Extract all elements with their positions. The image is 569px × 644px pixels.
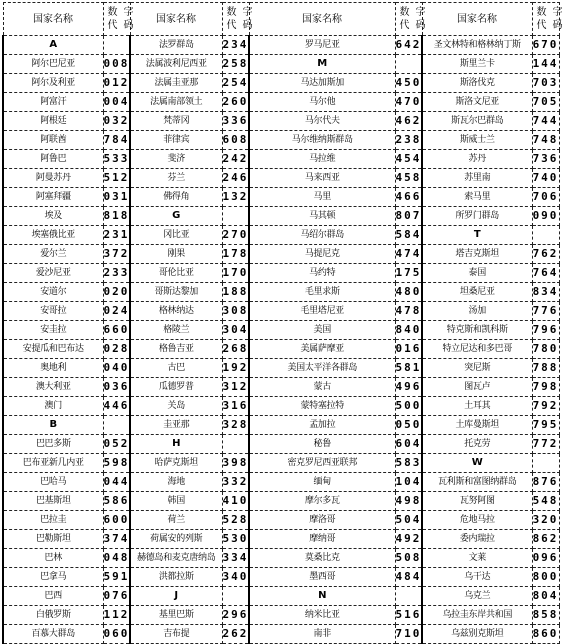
table-row bbox=[3, 150, 559, 169]
country-name: 突尼斯 bbox=[422, 359, 532, 378]
country-code: 040 bbox=[103, 359, 130, 378]
country-name: 泰国 bbox=[422, 264, 532, 283]
country-name: 摩洛哥 bbox=[249, 511, 395, 530]
country-name: 爱沙尼亚 bbox=[3, 264, 103, 283]
country-name: 韩国 bbox=[130, 492, 222, 511]
country-name: 洪都拉斯 bbox=[130, 568, 222, 587]
header-numeric-code: 数字 代码 bbox=[222, 3, 249, 36]
country-name: 土库曼斯坦 bbox=[422, 416, 532, 435]
country-name: 阿塞拜疆 bbox=[3, 188, 103, 207]
country-name: 安提瓜和巴布达 bbox=[3, 340, 103, 359]
country-name: 斐济 bbox=[130, 150, 222, 169]
country-code: 804 bbox=[532, 587, 559, 606]
country-name: 缅甸 bbox=[249, 473, 395, 492]
country-code: 308 bbox=[222, 302, 249, 321]
country-name: 密克罗尼西亚联邦 bbox=[249, 454, 395, 473]
country-code: 484 bbox=[395, 568, 422, 587]
country-code: 044 bbox=[103, 473, 130, 492]
country-name: 安道尔 bbox=[3, 283, 103, 302]
country-name: 毛里塔尼亚 bbox=[249, 302, 395, 321]
country-name: 安圭拉 bbox=[3, 321, 103, 340]
country-name: 圣文林特和格林纳丁斯 bbox=[422, 36, 532, 55]
country-name: 南非 bbox=[249, 625, 395, 644]
country-name: 阿根廷 bbox=[3, 112, 103, 131]
country-name: 孟加拉 bbox=[249, 416, 395, 435]
header-country-name: 国家名称 bbox=[249, 3, 395, 36]
country-code: 312 bbox=[222, 378, 249, 397]
country-name: 澳大利亚 bbox=[3, 378, 103, 397]
table-row bbox=[3, 302, 559, 321]
country-code: 076 bbox=[103, 587, 130, 606]
country-name: 斯威士兰 bbox=[422, 131, 532, 150]
country-code: 090 bbox=[532, 207, 559, 226]
country-name: 所罗门群岛 bbox=[422, 207, 532, 226]
country-name: 文莱 bbox=[422, 549, 532, 568]
country-code: 262 bbox=[222, 625, 249, 644]
country-name: 巴巴多斯 bbox=[3, 435, 103, 454]
country-name: 菲律宾 bbox=[130, 131, 222, 150]
country-name: 法属圭亚那 bbox=[130, 74, 222, 93]
country-code: 144 bbox=[532, 55, 559, 74]
country-name: 埃及 bbox=[3, 207, 103, 226]
country-code: 498 bbox=[395, 492, 422, 511]
country-code: 776 bbox=[532, 302, 559, 321]
country-name: 马其顿 bbox=[249, 207, 395, 226]
country-name: 马尔代夫 bbox=[249, 112, 395, 131]
country-name: 特立尼达和多巴哥 bbox=[422, 340, 532, 359]
table-row bbox=[3, 36, 559, 55]
country-name: 关岛 bbox=[130, 397, 222, 416]
table-row bbox=[3, 112, 559, 131]
country-code: 796 bbox=[532, 321, 559, 340]
country-name: 白俄罗斯 bbox=[3, 606, 103, 625]
country-code: 840 bbox=[395, 321, 422, 340]
country-name: 马尔维纳斯群岛 bbox=[249, 131, 395, 150]
table-row bbox=[3, 492, 559, 511]
country-code: 798 bbox=[532, 378, 559, 397]
country-name: 奥地利 bbox=[3, 359, 103, 378]
empty-code-cell bbox=[222, 207, 249, 226]
section-letter: M bbox=[249, 55, 395, 74]
country-code: 188 bbox=[222, 283, 249, 302]
empty-code-cell bbox=[532, 226, 559, 245]
country-code: 410 bbox=[222, 492, 249, 511]
country-name: 巴林 bbox=[3, 549, 103, 568]
country-code: 858 bbox=[532, 606, 559, 625]
country-name: 赫德岛和麦克唐纳岛 bbox=[130, 549, 222, 568]
empty-code-cell bbox=[532, 454, 559, 473]
country-code: 792 bbox=[532, 397, 559, 416]
country-name: 刚果 bbox=[130, 245, 222, 264]
country-code: 600 bbox=[103, 511, 130, 530]
country-code: 530 bbox=[222, 530, 249, 549]
country-code: 096 bbox=[532, 549, 559, 568]
header-country-name: 国家名称 bbox=[422, 3, 532, 36]
country-name: 托克劳 bbox=[422, 435, 532, 454]
country-code: 332 bbox=[222, 473, 249, 492]
country-name: 荷属安的列斯 bbox=[130, 530, 222, 549]
country-code: 254 bbox=[222, 74, 249, 93]
country-code: 660 bbox=[103, 321, 130, 340]
country-name: 爱尔兰 bbox=[3, 245, 103, 264]
country-name: 墨西哥 bbox=[249, 568, 395, 587]
country-code: 598 bbox=[103, 454, 130, 473]
country-code: 372 bbox=[103, 245, 130, 264]
country-name: 法罗群岛 bbox=[130, 36, 222, 55]
country-name: 马来西亚 bbox=[249, 169, 395, 188]
country-name: 马拉维 bbox=[249, 150, 395, 169]
country-code: 764 bbox=[532, 264, 559, 283]
country-name: 特克斯和凯科斯 bbox=[422, 321, 532, 340]
country-code: 132 bbox=[222, 188, 249, 207]
table-row bbox=[3, 283, 559, 302]
country-code: 583 bbox=[395, 454, 422, 473]
header-country-name: 国家名称 bbox=[3, 3, 103, 36]
section-letter: W bbox=[422, 454, 532, 473]
country-code: 496 bbox=[395, 378, 422, 397]
country-code: 398 bbox=[222, 454, 249, 473]
country-code: 474 bbox=[395, 245, 422, 264]
country-code: 780 bbox=[532, 340, 559, 359]
country-code: 374 bbox=[103, 530, 130, 549]
table-row bbox=[3, 606, 559, 625]
table-row bbox=[3, 340, 559, 359]
country-code: 528 bbox=[222, 511, 249, 530]
country-name: 瓦利斯和富图纳群岛 bbox=[422, 473, 532, 492]
section-letter: H bbox=[130, 435, 222, 454]
country-code: 446 bbox=[103, 397, 130, 416]
table-row bbox=[3, 188, 559, 207]
country-name: 哈萨克斯坦 bbox=[130, 454, 222, 473]
table-row bbox=[3, 207, 559, 226]
country-code: 112 bbox=[103, 606, 130, 625]
country-code: 608 bbox=[222, 131, 249, 150]
country-code: 036 bbox=[103, 378, 130, 397]
country-code: 762 bbox=[532, 245, 559, 264]
header-numeric-code: 数字 代码 bbox=[532, 3, 559, 36]
country-code: 860 bbox=[532, 625, 559, 644]
country-name: 摩纳哥 bbox=[249, 530, 395, 549]
country-code: 238 bbox=[395, 131, 422, 150]
country-name: 法属南部领土 bbox=[130, 93, 222, 112]
header-numeric-code: 数字 代码 bbox=[103, 3, 130, 36]
country-code: 008 bbox=[103, 55, 130, 74]
country-name: 古巴 bbox=[130, 359, 222, 378]
country-name: 坦桑尼亚 bbox=[422, 283, 532, 302]
country-name: 荷兰 bbox=[130, 511, 222, 530]
table-row bbox=[3, 131, 559, 150]
section-letter: A bbox=[3, 36, 103, 55]
country-name: 毛里求斯 bbox=[249, 283, 395, 302]
country-name: 苏里南 bbox=[422, 169, 532, 188]
country-name: 圭亚那 bbox=[130, 416, 222, 435]
table-row bbox=[3, 93, 559, 112]
country-name: 巴勒斯坦 bbox=[3, 530, 103, 549]
country-code: 591 bbox=[103, 568, 130, 587]
country-code: 642 bbox=[395, 36, 422, 55]
country-code: 246 bbox=[222, 169, 249, 188]
country-name: 巴基斯坦 bbox=[3, 492, 103, 511]
country-code: 533 bbox=[103, 150, 130, 169]
country-name: 摩尔多瓦 bbox=[249, 492, 395, 511]
country-code: 795 bbox=[532, 416, 559, 435]
country-code: 470 bbox=[395, 93, 422, 112]
empty-code-cell bbox=[103, 416, 130, 435]
country-name: 马尔他 bbox=[249, 93, 395, 112]
country-code: 584 bbox=[395, 226, 422, 245]
country-name: 罗马尼亚 bbox=[249, 36, 395, 55]
country-code: 260 bbox=[222, 93, 249, 112]
country-name: 纳米比亚 bbox=[249, 606, 395, 625]
country-name: 阿鲁巴 bbox=[3, 150, 103, 169]
country-code: 032 bbox=[103, 112, 130, 131]
country-code: 336 bbox=[222, 112, 249, 131]
country-name: 美属萨摩亚 bbox=[249, 340, 395, 359]
country-code: 328 bbox=[222, 416, 249, 435]
table-row bbox=[3, 169, 559, 188]
table-row bbox=[3, 568, 559, 587]
country-name: 阿尔巴尼亚 bbox=[3, 55, 103, 74]
country-code: 052 bbox=[103, 435, 130, 454]
country-name: 阿联酋 bbox=[3, 131, 103, 150]
country-code: 736 bbox=[532, 150, 559, 169]
country-code: 478 bbox=[395, 302, 422, 321]
table-row bbox=[3, 55, 559, 74]
country-code: 028 bbox=[103, 340, 130, 359]
table-row bbox=[3, 245, 559, 264]
table-row bbox=[3, 435, 559, 454]
country-code: 703 bbox=[532, 74, 559, 93]
country-name: 瓦努阿图 bbox=[422, 492, 532, 511]
country-name: 乌干达 bbox=[422, 568, 532, 587]
country-code: 604 bbox=[395, 435, 422, 454]
country-name: 巴拉圭 bbox=[3, 511, 103, 530]
empty-code-cell bbox=[395, 55, 422, 74]
country-code: 231 bbox=[103, 226, 130, 245]
country-name: 危地马拉 bbox=[422, 511, 532, 530]
section-letter: N bbox=[249, 587, 395, 606]
country-name: 冈比亚 bbox=[130, 226, 222, 245]
table-row bbox=[3, 264, 559, 283]
country-code: 772 bbox=[532, 435, 559, 454]
country-code: 740 bbox=[532, 169, 559, 188]
country-name: 百慕大群岛 bbox=[3, 625, 103, 644]
section-letter: T bbox=[422, 226, 532, 245]
empty-code-cell bbox=[222, 587, 249, 606]
country-code: 800 bbox=[532, 568, 559, 587]
country-name: 基里巴斯 bbox=[130, 606, 222, 625]
country-code: 012 bbox=[103, 74, 130, 93]
country-code: 581 bbox=[395, 359, 422, 378]
country-code: 268 bbox=[222, 340, 249, 359]
section-letter: G bbox=[130, 207, 222, 226]
empty-code-cell bbox=[222, 435, 249, 454]
country-name: 斯洛文尼亚 bbox=[422, 93, 532, 112]
country-code: 492 bbox=[395, 530, 422, 549]
table-row bbox=[3, 416, 559, 435]
country-name: 索马里 bbox=[422, 188, 532, 207]
country-name: 苏丹 bbox=[422, 150, 532, 169]
country-name: 巴哈马 bbox=[3, 473, 103, 492]
country-code: 862 bbox=[532, 530, 559, 549]
country-name: 法属波利尼西亚 bbox=[130, 55, 222, 74]
empty-code-cell bbox=[395, 587, 422, 606]
country-code: 706 bbox=[532, 188, 559, 207]
country-name: 芬兰 bbox=[130, 169, 222, 188]
country-code: 705 bbox=[532, 93, 559, 112]
country-name: 委内瑞拉 bbox=[422, 530, 532, 549]
country-name: 蒙特塞拉特 bbox=[249, 397, 395, 416]
country-code: 258 bbox=[222, 55, 249, 74]
country-code: 004 bbox=[103, 93, 130, 112]
country-code: 270 bbox=[222, 226, 249, 245]
country-name: 乌克兰 bbox=[422, 587, 532, 606]
country-name: 海地 bbox=[130, 473, 222, 492]
country-name: 安哥拉 bbox=[3, 302, 103, 321]
country-code: 834 bbox=[532, 283, 559, 302]
country-code: 316 bbox=[222, 397, 249, 416]
country-name: 斯洛伐克 bbox=[422, 74, 532, 93]
country-code: 024 bbox=[103, 302, 130, 321]
country-name: 图瓦卢 bbox=[422, 378, 532, 397]
country-name: 吉布提 bbox=[130, 625, 222, 644]
table-body bbox=[3, 36, 559, 644]
country-code: 508 bbox=[395, 549, 422, 568]
country-code: 466 bbox=[395, 188, 422, 207]
table-row bbox=[3, 511, 559, 530]
country-name: 巴西 bbox=[3, 587, 103, 606]
country-code: 175 bbox=[395, 264, 422, 283]
table-row bbox=[3, 359, 559, 378]
country-name: 格鲁吉亚 bbox=[130, 340, 222, 359]
country-code-table bbox=[2, 2, 569, 644]
country-name: 莫桑比克 bbox=[249, 549, 395, 568]
country-name: 埃塞俄比亚 bbox=[3, 226, 103, 245]
country-code: 548 bbox=[532, 492, 559, 511]
country-code: 454 bbox=[395, 150, 422, 169]
table-row bbox=[3, 397, 559, 416]
country-name: 马绍尔群岛 bbox=[249, 226, 395, 245]
country-code: 048 bbox=[103, 549, 130, 568]
country-code: 480 bbox=[395, 283, 422, 302]
header-numeric-code: 数字 代码 bbox=[395, 3, 422, 36]
country-name: 秘鲁 bbox=[249, 435, 395, 454]
header-row bbox=[3, 3, 559, 36]
table-row bbox=[3, 378, 559, 397]
country-code: 462 bbox=[395, 112, 422, 131]
country-name: 马里 bbox=[249, 188, 395, 207]
country-code: 512 bbox=[103, 169, 130, 188]
country-code: 876 bbox=[532, 473, 559, 492]
country-name: 美国太平洋各群岛 bbox=[249, 359, 395, 378]
country-code: 670 bbox=[532, 36, 559, 55]
country-name: 马提尼克 bbox=[249, 245, 395, 264]
country-name: 乌拉圭东岸共和国 bbox=[422, 606, 532, 625]
country-name: 蒙古 bbox=[249, 378, 395, 397]
country-name: 斯瓦尔巴群岛 bbox=[422, 112, 532, 131]
country-code: 516 bbox=[395, 606, 422, 625]
country-name: 马达加斯加 bbox=[249, 74, 395, 93]
country-name: 梵蒂冈 bbox=[130, 112, 222, 131]
table-row bbox=[3, 454, 559, 473]
country-code: 744 bbox=[532, 112, 559, 131]
country-code: 818 bbox=[103, 207, 130, 226]
country-code: 586 bbox=[103, 492, 130, 511]
country-code: 104 bbox=[395, 473, 422, 492]
country-name: 佛得角 bbox=[130, 188, 222, 207]
country-code: 320 bbox=[532, 511, 559, 530]
country-name: 格林纳达 bbox=[130, 302, 222, 321]
country-name: 塔吉克斯坦 bbox=[422, 245, 532, 264]
country-code: 060 bbox=[103, 625, 130, 644]
country-name: 巴拿马 bbox=[3, 568, 103, 587]
table-row bbox=[3, 530, 559, 549]
country-code: 233 bbox=[103, 264, 130, 283]
country-code: 178 bbox=[222, 245, 249, 264]
table-row bbox=[3, 473, 559, 492]
country-name: 哥伦比亚 bbox=[130, 264, 222, 283]
country-code: 458 bbox=[395, 169, 422, 188]
country-code: 016 bbox=[395, 340, 422, 359]
country-code: 050 bbox=[395, 416, 422, 435]
country-name: 瓜德罗普 bbox=[130, 378, 222, 397]
country-code: 234 bbox=[222, 36, 249, 55]
table-row bbox=[3, 587, 559, 606]
country-name: 美国 bbox=[249, 321, 395, 340]
country-code: 788 bbox=[532, 359, 559, 378]
country-name: 阿尔及利亚 bbox=[3, 74, 103, 93]
country-code: 192 bbox=[222, 359, 249, 378]
country-code: 784 bbox=[103, 131, 130, 150]
country-code: 504 bbox=[395, 511, 422, 530]
country-code: 296 bbox=[222, 606, 249, 625]
country-code: 304 bbox=[222, 321, 249, 340]
table-row bbox=[3, 74, 559, 93]
country-name: 土耳其 bbox=[422, 397, 532, 416]
country-code: 500 bbox=[395, 397, 422, 416]
section-letter: J bbox=[130, 587, 222, 606]
country-name: 澳门 bbox=[3, 397, 103, 416]
country-name: 哥斯达黎加 bbox=[130, 283, 222, 302]
country-code: 748 bbox=[532, 131, 559, 150]
country-name: 斯里兰卡 bbox=[422, 55, 532, 74]
country-code: 170 bbox=[222, 264, 249, 283]
country-name: 巴布亚新几内亚 bbox=[3, 454, 103, 473]
country-name: 阿富汗 bbox=[3, 93, 103, 112]
country-code: 242 bbox=[222, 150, 249, 169]
country-name: 汤加 bbox=[422, 302, 532, 321]
table-row bbox=[3, 226, 559, 245]
country-code: 020 bbox=[103, 283, 130, 302]
country-code: 807 bbox=[395, 207, 422, 226]
country-code: 031 bbox=[103, 188, 130, 207]
header-country-name: 国家名称 bbox=[130, 3, 222, 36]
country-name: 阿曼苏丹 bbox=[3, 169, 103, 188]
country-name: 马约特 bbox=[249, 264, 395, 283]
country-code: 334 bbox=[222, 549, 249, 568]
table-row bbox=[3, 549, 559, 568]
country-code: 450 bbox=[395, 74, 422, 93]
table-row bbox=[3, 625, 559, 644]
empty-code-cell bbox=[103, 36, 130, 55]
country-code: 340 bbox=[222, 568, 249, 587]
table-row bbox=[3, 321, 559, 340]
country-code: 710 bbox=[395, 625, 422, 644]
country-name: 格陵兰 bbox=[130, 321, 222, 340]
section-letter: B bbox=[3, 416, 103, 435]
country-name: 乌兹别克斯坦 bbox=[422, 625, 532, 644]
